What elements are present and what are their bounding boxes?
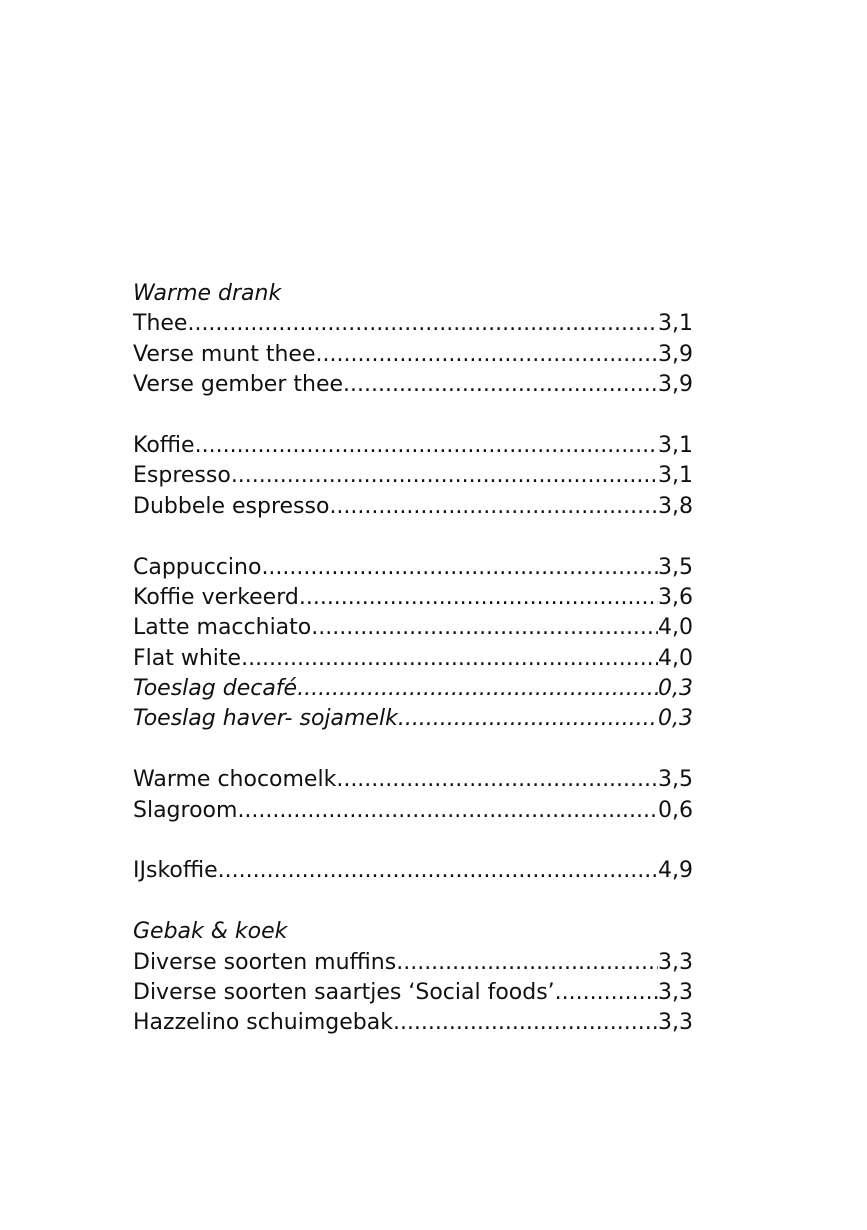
dot-leader (218, 856, 658, 886)
group-spacer (133, 522, 693, 552)
menu-item (133, 309, 693, 339)
menu-item (133, 856, 693, 886)
group-spacer (133, 826, 693, 856)
menu-item-name: IJskoffie (133, 858, 218, 884)
menu-item-name: Diverse soorten saartjes ‘Social foods’ (133, 979, 555, 1005)
menu-item-name: Hazzelino schuimgebak (133, 1010, 393, 1036)
menu-item-price: 3,1 (658, 432, 693, 458)
group-spacer (133, 401, 693, 431)
menu-item (133, 431, 693, 461)
menu-item-price: 3,5 (658, 767, 693, 793)
dot-leader (241, 644, 658, 674)
menu-item-price: 4,0 (658, 615, 693, 641)
dot-leader (231, 461, 658, 491)
menu-item-price: 3,6 (658, 584, 693, 610)
menu-item-name: Latte macchiato (133, 615, 312, 641)
dot-leader (398, 704, 658, 734)
menu-item (133, 765, 693, 795)
dot-leader (261, 553, 658, 583)
menu-item-price: 3,9 (658, 372, 693, 398)
menu-item-name: Koffie (133, 432, 195, 458)
menu-item-price: 0,3 (658, 676, 693, 702)
dot-leader (187, 309, 658, 339)
menu-item-price: 4,0 (658, 645, 693, 671)
dot-leader (343, 370, 658, 400)
menu-item (133, 978, 693, 1008)
dot-leader (297, 674, 658, 704)
menu-item (133, 613, 693, 643)
menu-item-name: Cappuccino (133, 554, 262, 580)
menu-item-name: Warme chocomelk (133, 767, 337, 793)
menu-item (133, 461, 693, 491)
menu-item-name: Thee (133, 311, 188, 337)
menu-item (133, 340, 693, 370)
menu-item (133, 583, 693, 613)
menu-item (133, 796, 693, 826)
menu-item-price: 3,3 (658, 949, 693, 975)
menu-item-price: 4,9 (658, 858, 693, 884)
dot-leader (311, 613, 658, 643)
section-heading: Warme drank (133, 281, 282, 306)
dot-leader (195, 431, 658, 461)
menu-item-name: Verse gember thee (133, 372, 344, 398)
menu-item-price: 3,1 (658, 463, 693, 489)
dot-leader (299, 583, 658, 613)
menu-item-price: 3,1 (658, 311, 693, 337)
menu-item (133, 492, 693, 522)
menu-item-price: 3,8 (658, 493, 693, 519)
menu-item (133, 948, 693, 978)
section-heading: Gebak & koek (133, 919, 288, 945)
menu-item-price: 3,3 (658, 1010, 693, 1036)
menu-item-price: 3,3 (658, 979, 693, 1005)
menu-item-price: 3,5 (658, 554, 693, 580)
menu-item-name: Diverse soorten muffins (133, 949, 397, 975)
dot-leader (329, 492, 658, 522)
menu-item (133, 704, 693, 734)
dot-leader (237, 796, 658, 826)
section-spacer (133, 887, 693, 917)
dot-leader (316, 340, 659, 370)
menu-item (133, 370, 693, 400)
menu-item-name: Dubbele espresso (133, 493, 330, 519)
menu-item-name: Toeslag haver- sojamelk (133, 706, 398, 732)
menu-item-price: 0,6 (658, 797, 693, 823)
menu-item (133, 553, 693, 583)
dot-leader (555, 978, 658, 1008)
menu-item-name: Flat white (133, 645, 242, 671)
dot-leader (336, 765, 658, 795)
dot-leader (396, 948, 658, 978)
menu-item-name: Verse munt thee (133, 341, 316, 367)
menu-item-price: 3,9 (658, 341, 693, 367)
menu-item-name: Toeslag decafé (133, 676, 298, 702)
menu-item-name: Espresso (133, 463, 231, 489)
menu-item (133, 644, 693, 674)
group-spacer (133, 735, 693, 765)
menu-item-price: 0,3 (658, 706, 693, 732)
menu-item-name: Slagroom (133, 797, 238, 823)
menu-item (133, 1008, 693, 1038)
menu-list (133, 279, 693, 1039)
menu-item (133, 674, 693, 704)
dot-leader (393, 1008, 658, 1038)
menu-item-name: Koffie verkeerd (133, 584, 299, 610)
